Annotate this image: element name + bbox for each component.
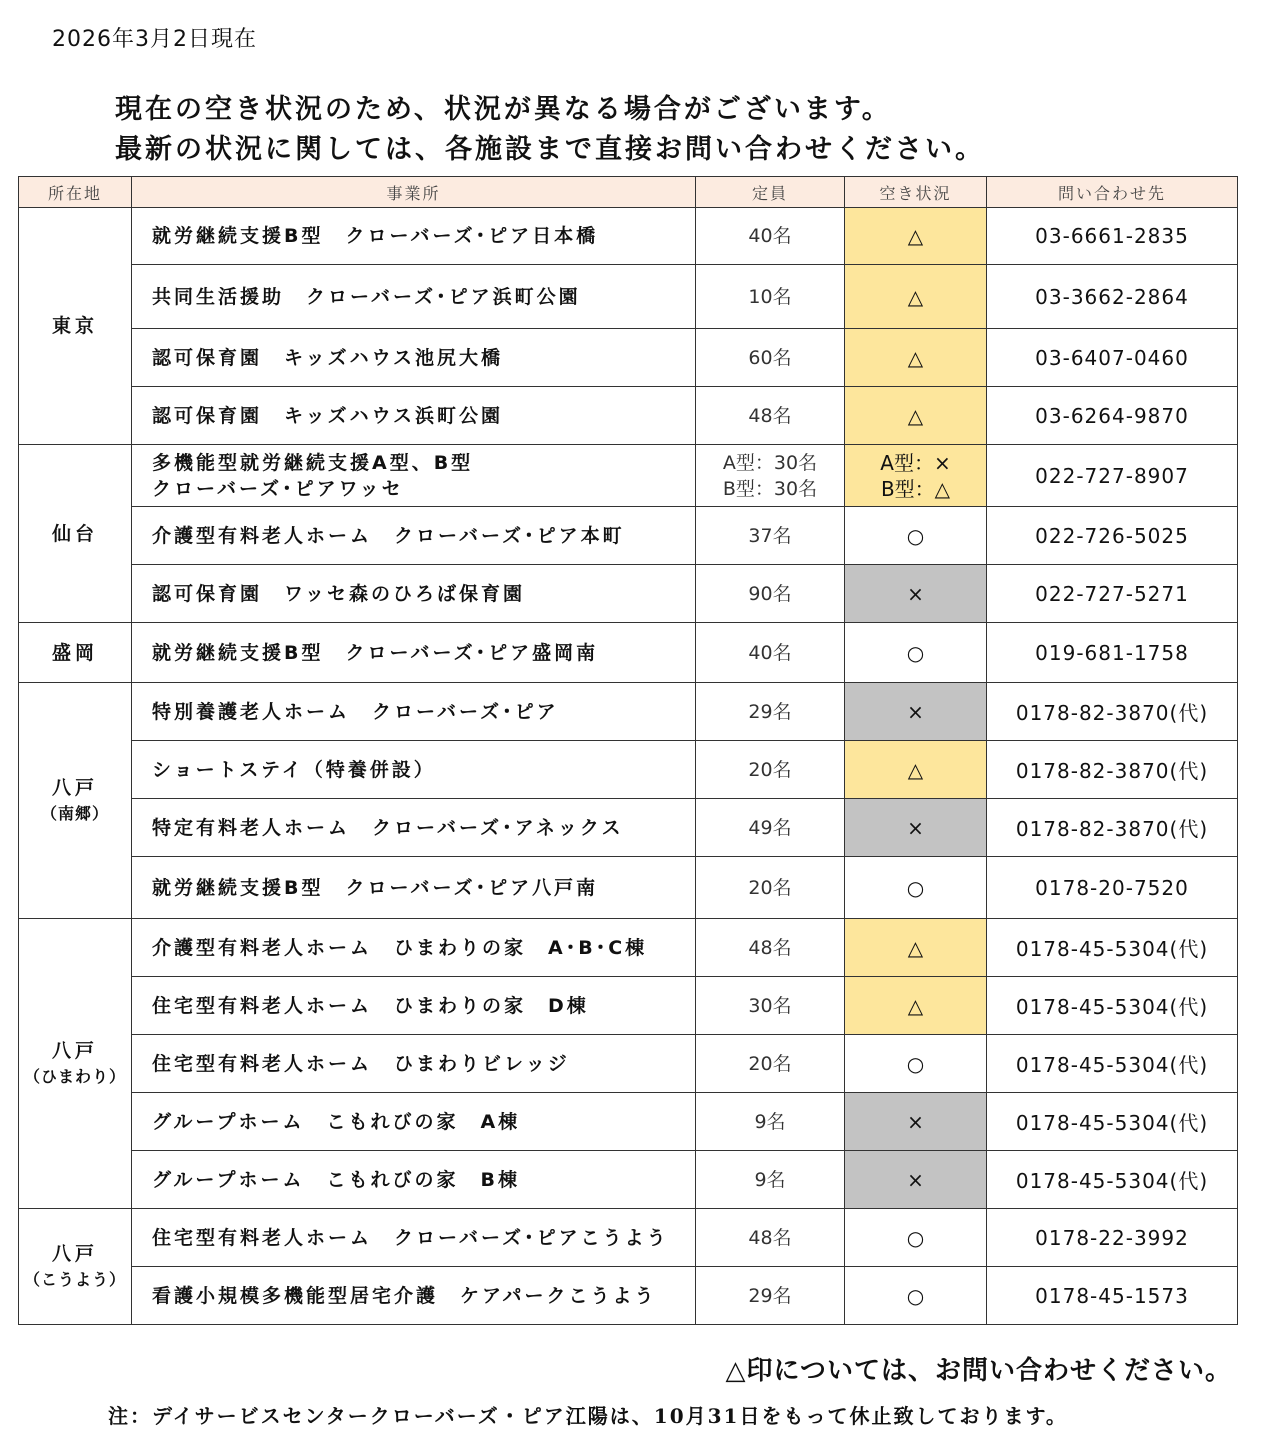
facility-name xyxy=(132,445,696,507)
status-cell xyxy=(845,857,987,919)
header-capacity: 定員 xyxy=(696,177,845,208)
facility-name xyxy=(132,919,696,977)
capacity-cell xyxy=(696,507,845,565)
capacity-cell-text: 10名 xyxy=(748,285,792,308)
intro-message xyxy=(115,90,985,170)
status-cell xyxy=(845,265,987,329)
availability-table xyxy=(18,176,1238,1325)
capacity-cell xyxy=(696,799,845,857)
contact-phone-text: 022-727-5271 xyxy=(1035,581,1189,606)
capacity-cell xyxy=(696,445,845,507)
contact-phone xyxy=(987,329,1238,387)
contact-phone-text: 0178-45-5304(代) xyxy=(1015,1169,1209,1193)
capacity-cell-text: 49名 xyxy=(748,816,792,839)
capacity-cell xyxy=(696,1209,845,1267)
capacity-cell-text: 20名 xyxy=(748,758,792,781)
status-cell xyxy=(845,507,987,565)
header-facility: 事業所 xyxy=(132,177,696,208)
status-cell-text: ○ xyxy=(906,640,925,665)
status-cell-text: × xyxy=(907,699,924,724)
facility-name xyxy=(132,1267,696,1325)
facility-name-text: 認可保育園 ワッセ森のひろば保育園 xyxy=(152,582,526,605)
table-row xyxy=(19,565,1238,623)
table-row xyxy=(19,1093,1238,1151)
status-cell-text: ○ xyxy=(906,1283,925,1308)
area-name: 盛岡 xyxy=(51,641,98,664)
area-name: 仙台 xyxy=(51,522,98,545)
contact-phone xyxy=(987,265,1238,329)
contact-phone xyxy=(987,857,1238,919)
contact-phone-text: 03-6661-2835 xyxy=(1035,224,1189,248)
table-row xyxy=(19,799,1238,857)
facility-name-text: ショートステイ（特養併設） xyxy=(152,758,436,781)
table-row xyxy=(19,387,1238,445)
capacity-cell xyxy=(696,919,845,977)
contact-phone xyxy=(987,799,1238,857)
facility-name-text: 介護型有料老人ホーム クローバーズ･ピア本町 xyxy=(152,524,625,547)
table-row xyxy=(19,1209,1238,1267)
contact-phone-text: 0178-45-5304(代) xyxy=(1015,1053,1209,1077)
table-row xyxy=(19,683,1238,741)
status-cell-text: × xyxy=(907,1167,924,1192)
contact-phone xyxy=(987,623,1238,683)
capacity-cell-text: 90名 xyxy=(748,582,792,605)
status-cell-text: △ xyxy=(907,224,924,248)
table-row xyxy=(19,445,1238,507)
contact-phone-text: 03-6264-9870 xyxy=(1035,403,1189,428)
facility-name-text: 就労継続支援B型 クローバーズ･ピア日本橋 xyxy=(152,225,599,247)
table-row xyxy=(19,1035,1238,1093)
contact-phone xyxy=(987,387,1238,445)
contact-phone xyxy=(987,1035,1238,1093)
contact-phone-text: 0178-22-3992 xyxy=(1035,1225,1189,1250)
status-cell-text: × xyxy=(907,815,924,840)
table-row xyxy=(19,857,1238,919)
intro-line-1: 現在の空き状況のため、状況が異なる場合がございます。 xyxy=(115,94,892,125)
closure-note: 注：デイサービスセンタークローバーズ・ピア江陽は、10月31日をもって休止致しております。 xyxy=(108,1404,1068,1428)
capacity-cell xyxy=(696,208,845,265)
contact-phone-text: 019-681-1758 xyxy=(1035,640,1189,665)
contact-phone-text: 022-727-8907 xyxy=(1035,463,1189,488)
status-cell-text: △ xyxy=(907,757,924,782)
capacity-cell-text: 40名 xyxy=(748,641,792,664)
table-row xyxy=(19,623,1238,683)
facility-name-text: 就労継続支援B型 クローバーズ･ピア盛岡南 xyxy=(152,641,599,664)
table-row xyxy=(19,1151,1238,1209)
contact-phone xyxy=(987,565,1238,623)
capacity-cell-text: 29名 xyxy=(748,1284,792,1307)
contact-phone-text: 0178-45-5304(代) xyxy=(1015,995,1209,1019)
contact-phone-text: 0178-45-5304(代) xyxy=(1015,1111,1209,1135)
capacity-cell-text: 30名 xyxy=(748,994,792,1017)
header-area: 所在地 xyxy=(19,177,132,208)
area-name: 八戸 xyxy=(51,776,98,799)
table-row xyxy=(19,265,1238,329)
capacity-cell-text: 40名 xyxy=(748,225,792,247)
contact-phone-text: 0178-20-7520 xyxy=(1035,875,1189,900)
triangle-note: △印については、お問い合わせください。 xyxy=(725,1356,1232,1386)
facility-name-text: 多機能型就労継続支援A型、B型 xyxy=(152,451,474,474)
status-cell-text: A型：× xyxy=(880,450,951,475)
facility-name-text: 特別養護老人ホーム クローバーズ･ピア xyxy=(152,700,559,723)
status-cell-text: △ xyxy=(907,403,924,428)
status-cell xyxy=(845,683,987,741)
capacity-cell xyxy=(696,265,845,329)
facility-name-text: 就労継続支援B型 クローバーズ･ピア八戸南 xyxy=(152,876,599,899)
facility-name xyxy=(132,741,696,799)
contact-phone-text: 0178-82-3870(代) xyxy=(1015,759,1209,783)
capacity-cell xyxy=(696,565,845,623)
capacity-cell xyxy=(696,741,845,799)
facility-name-text: 住宅型有料老人ホーム クローバーズ･ピアこうよう xyxy=(152,1226,669,1249)
status-cell-text: △ xyxy=(907,993,924,1018)
contact-phone-text: 03-6407-0460 xyxy=(1035,345,1189,370)
facility-name xyxy=(132,1151,696,1209)
capacity-cell xyxy=(696,329,845,387)
status-cell xyxy=(845,741,987,799)
facility-name xyxy=(132,507,696,565)
as-of-date: 2026年3月2日現在 xyxy=(52,27,257,52)
contact-phone xyxy=(987,208,1238,265)
contact-phone xyxy=(987,507,1238,565)
status-cell-text: ○ xyxy=(906,1225,925,1250)
status-cell xyxy=(845,919,987,977)
contact-phone-text: 022-726-5025 xyxy=(1035,523,1189,548)
capacity-cell-text: 20名 xyxy=(748,1052,792,1075)
status-cell xyxy=(845,1093,987,1151)
area-subname: （こうよう） xyxy=(23,1269,126,1289)
capacity-cell-text: 20名 xyxy=(748,876,792,899)
area-cell xyxy=(19,1209,132,1325)
capacity-cell xyxy=(696,857,845,919)
status-cell xyxy=(845,445,987,507)
contact-phone xyxy=(987,683,1238,741)
contact-phone-text: 0178-45-5304(代) xyxy=(1015,937,1209,961)
capacity-cell-text: 48名 xyxy=(748,1226,792,1249)
area-name: 東京 xyxy=(51,315,98,337)
status-cell-text: × xyxy=(907,581,924,606)
contact-phone xyxy=(987,1267,1238,1325)
contact-phone xyxy=(987,977,1238,1035)
status-cell-text: ○ xyxy=(906,1051,925,1076)
facility-name xyxy=(132,799,696,857)
capacity-cell-text-2: B型：30名 xyxy=(722,477,818,500)
contact-phone-text: 0178-45-1573 xyxy=(1035,1283,1189,1308)
status-cell xyxy=(845,1267,987,1325)
status-cell xyxy=(845,623,987,683)
status-cell xyxy=(845,565,987,623)
table-row xyxy=(19,741,1238,799)
facility-name xyxy=(132,1093,696,1151)
facility-name xyxy=(132,977,696,1035)
capacity-cell-text: 9名 xyxy=(754,1168,786,1191)
facility-name xyxy=(132,857,696,919)
facility-name-text: 共同生活援助 クローバーズ･ピア浜町公園 xyxy=(152,285,581,308)
area-name: 八戸 xyxy=(51,1039,98,1062)
status-cell xyxy=(845,799,987,857)
status-cell xyxy=(845,977,987,1035)
capacity-cell xyxy=(696,1035,845,1093)
contact-phone xyxy=(987,1209,1238,1267)
table-row xyxy=(19,208,1238,265)
status-cell-text: △ xyxy=(907,345,924,370)
status-cell xyxy=(845,208,987,265)
area-subname: （南郷） xyxy=(40,803,109,823)
table-row xyxy=(19,919,1238,977)
facility-name-text: グループホーム こもれびの家 B棟 xyxy=(152,1168,520,1191)
capacity-cell xyxy=(696,683,845,741)
table-header-row xyxy=(19,177,1238,208)
contact-phone xyxy=(987,919,1238,977)
contact-phone xyxy=(987,1151,1238,1209)
capacity-cell-text: 60名 xyxy=(748,346,792,369)
capacity-cell-text: 29名 xyxy=(748,700,792,723)
contact-phone-text: 03-3662-2864 xyxy=(1035,284,1189,309)
status-cell xyxy=(845,1151,987,1209)
status-cell-text-2: B型：△ xyxy=(880,476,951,501)
facility-name-text: 看護小規模多機能型居宅介護 ケアパークこうよう xyxy=(152,1284,657,1307)
status-cell xyxy=(845,1035,987,1093)
contact-phone xyxy=(987,741,1238,799)
intro-line-2: 最新の状況に関しては、各施設まで直接お問い合わせください。 xyxy=(115,134,985,165)
facility-name-text: 住宅型有料老人ホーム ひまわりビレッジ xyxy=(152,1052,570,1075)
facility-name-text: 介護型有料老人ホーム ひまわりの家 A･B･C棟 xyxy=(152,936,648,959)
status-cell xyxy=(845,1209,987,1267)
facility-name xyxy=(132,1209,696,1267)
facility-name xyxy=(132,329,696,387)
facility-name xyxy=(132,387,696,445)
area-cell xyxy=(19,623,132,683)
header-contact: 問い合わせ先 xyxy=(987,177,1238,208)
table-row xyxy=(19,977,1238,1035)
contact-phone xyxy=(987,1093,1238,1151)
capacity-cell-text: 9名 xyxy=(754,1110,786,1133)
capacity-cell xyxy=(696,1267,845,1325)
capacity-cell-text: 48名 xyxy=(748,936,792,959)
area-cell xyxy=(19,445,132,623)
capacity-cell-text: A型：30名 xyxy=(722,451,818,474)
status-cell-text: △ xyxy=(907,284,924,309)
status-cell-text: ○ xyxy=(906,875,925,900)
facility-name xyxy=(132,623,696,683)
area-cell xyxy=(19,208,132,445)
capacity-cell xyxy=(696,387,845,445)
status-cell-text: × xyxy=(907,1109,924,1134)
facility-name xyxy=(132,565,696,623)
area-name: 八戸 xyxy=(51,1242,98,1265)
facility-name-text: 特定有料老人ホーム クローバーズ･アネックス xyxy=(152,816,624,839)
capacity-cell xyxy=(696,1093,845,1151)
facility-name-text: グループホーム こもれびの家 A棟 xyxy=(152,1110,521,1133)
capacity-cell xyxy=(696,977,845,1035)
contact-phone xyxy=(987,445,1238,507)
status-cell-text: △ xyxy=(907,935,924,960)
area-cell xyxy=(19,919,132,1209)
status-cell xyxy=(845,387,987,445)
table-row xyxy=(19,329,1238,387)
table-row xyxy=(19,507,1238,565)
facility-name xyxy=(132,683,696,741)
header-status: 空き状況 xyxy=(845,177,987,208)
contact-phone-text: 0178-82-3870(代) xyxy=(1015,701,1209,725)
area-subname: （ひまわり） xyxy=(23,1066,126,1086)
contact-phone-text: 0178-82-3870(代) xyxy=(1015,817,1209,841)
status-cell-text: ○ xyxy=(906,523,925,548)
facility-name-text: 住宅型有料老人ホーム ひまわりの家 D棟 xyxy=(152,994,589,1017)
capacity-cell xyxy=(696,623,845,683)
status-cell xyxy=(845,329,987,387)
facility-name-text-2: クローバーズ･ピアワッセ xyxy=(152,477,404,500)
capacity-cell-text: 37名 xyxy=(748,524,792,547)
facility-name xyxy=(132,265,696,329)
facility-name xyxy=(132,208,696,265)
facility-name-text: 認可保育園 キッズハウス浜町公園 xyxy=(152,404,504,427)
table-row xyxy=(19,1267,1238,1325)
capacity-cell-text: 48名 xyxy=(748,404,792,427)
facility-name-text: 認可保育園 キッズハウス池尻大橋 xyxy=(152,346,504,369)
area-cell xyxy=(19,683,132,919)
facility-name xyxy=(132,1035,696,1093)
capacity-cell xyxy=(696,1151,845,1209)
